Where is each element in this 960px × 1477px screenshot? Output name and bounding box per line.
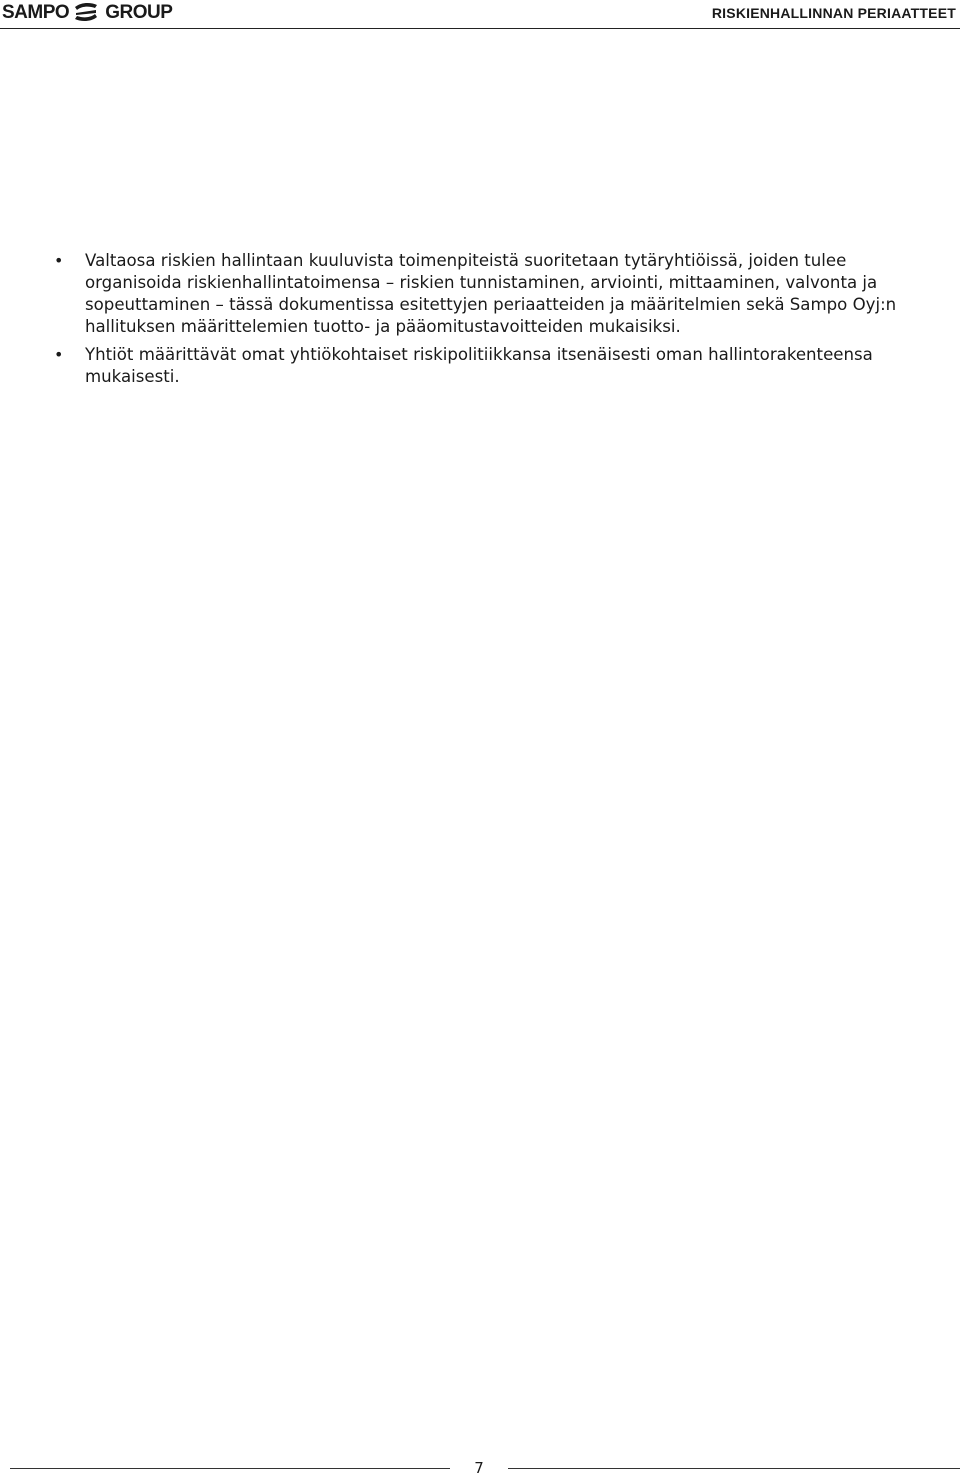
bullet-text: Yhtiöt määrittävät omat yhtiökohtaiset riskipolitiikkansa itsenäisesti oman hallintorakenteensa mukaisesti.	[85, 345, 873, 386]
logo-word-group: GROUP	[105, 1, 173, 23]
footer-divider-left	[10, 1468, 450, 1469]
logo-word-sampo: SAMPO	[2, 1, 70, 23]
page-footer	[0, 1455, 960, 1476]
bullet-list	[54, 250, 905, 388]
page-header	[0, 0, 960, 30]
page-number: 7	[474, 1459, 484, 1477]
page-title: RISKIENHALLINNAN PERIAATTEET	[711, 5, 956, 21]
header-divider	[0, 28, 960, 29]
main-content	[54, 250, 905, 394]
list-item	[54, 344, 905, 388]
bullet-icon: •	[54, 251, 64, 270]
sampo-group-mark-icon	[73, 1, 99, 23]
bullet-text: Valtaosa riskien hallintaan kuuluvista toimenpiteistä suoritetaan tytäryhtiöissä, joiden tulee organisoida riskienhallintatoimensa – riskien tunnistaminen, arviointi, mittaaminen, valvonta ja sopeuttaminen – tässä dokumentissa esitettyjen periaatteiden ja määritelmien sekä Sampo Oyj:n hallituksen määrittelemien tuotto- ja pääomitustavoitteiden mukaisiksi.	[85, 251, 897, 336]
footer-divider-right	[508, 1468, 960, 1469]
sampo-group-logo	[2, 0, 172, 24]
bullet-icon: •	[54, 345, 64, 364]
list-item	[54, 250, 905, 338]
